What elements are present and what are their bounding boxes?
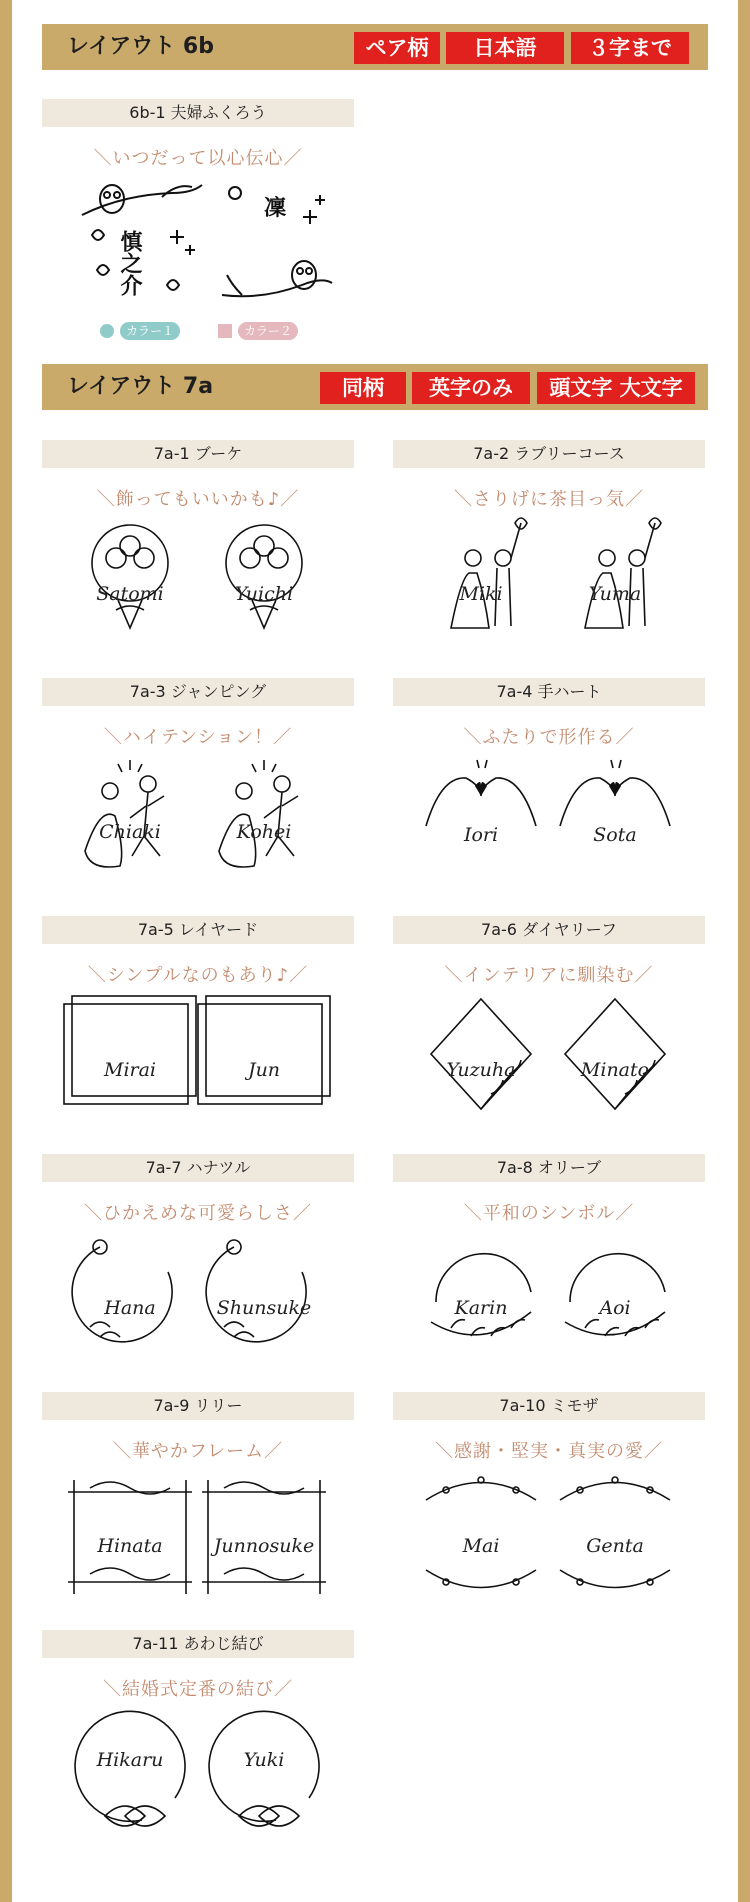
section-title: レイアウト 7a [67, 374, 214, 399]
badge-same-pattern: 同柄 [320, 372, 406, 404]
name-right: Yuichi [234, 583, 294, 605]
color1-chip: カラー１ [120, 322, 180, 340]
panel-label: 7a-10 ミモザ [393, 1392, 705, 1420]
panel-art [393, 1470, 705, 1620]
panel-label: 7a-1 ブーケ [42, 440, 354, 468]
panel-label: 7a-3 ジャンピング [42, 678, 354, 706]
page [12, 0, 738, 1902]
name-left: Hinata [97, 1535, 163, 1557]
panel-label: 7a-9 リリー [42, 1392, 354, 1420]
name-right: Genta [586, 1535, 644, 1557]
name-right: Shunsuke [216, 1297, 312, 1319]
name-left: Satomi [96, 583, 164, 605]
panel-catch: ＼シンプルなのもあり♪／ [87, 965, 309, 986]
badge-japanese: 日本語 [446, 32, 564, 64]
name-left: Yuzuha [446, 1059, 516, 1081]
name-right: Junnosuke [213, 1535, 315, 1557]
panel-catch: ＼平和のシンボル／ [463, 1203, 635, 1224]
name-right: Jun [247, 1059, 281, 1081]
owl-illustration [42, 175, 354, 325]
name-right: 凜 [264, 195, 287, 221]
name-left: Hikaru [96, 1749, 164, 1771]
panel-art [393, 1232, 705, 1382]
panel-art [42, 518, 354, 668]
panel-label: 7a-5 レイヤード [42, 916, 354, 944]
name-right: Sota [593, 824, 637, 846]
badge-capital-initial: 頭文字 大文字 [537, 372, 695, 404]
lily-illustration [42, 1470, 354, 1620]
panel-art [42, 1232, 354, 1382]
panel-art [393, 518, 705, 668]
panel-art [393, 756, 705, 906]
name-left: Iori [463, 824, 499, 846]
panel-catch: ＼感謝・堅実・真実の愛／ [435, 1441, 663, 1462]
name-left: Mai [462, 1535, 500, 1557]
bouquet-illustration [42, 518, 354, 668]
panel-label: 7a-4 手ハート [393, 678, 705, 706]
panel-art [42, 756, 354, 906]
name-right: Yuma [588, 583, 642, 605]
panel-catch: ＼さりげに茶目っ気／ [454, 489, 644, 510]
panel-label: 7a-7 ハナツル [42, 1154, 354, 1182]
panel-art [42, 1708, 354, 1858]
name-left-1: 慎之介 [117, 230, 143, 296]
olive-illustration [393, 1232, 705, 1382]
panel-label: 7a-8 オリーブ [393, 1154, 705, 1182]
panel-catch: ＼華やかフレーム／ [112, 1441, 284, 1462]
owl-art [42, 175, 354, 325]
panel-art [393, 994, 705, 1144]
panel-catch: ＼飾ってもいいかも♪／ [96, 489, 300, 510]
name-right: Aoi [599, 1297, 631, 1319]
panel-label: 7a-2 ラブリーコース [393, 440, 705, 468]
name-left: Mirai [103, 1059, 157, 1081]
name-left: Chiaki [99, 821, 161, 843]
panel-art [42, 994, 354, 1144]
name-left: Miki [459, 583, 503, 605]
name-right: Kohei [236, 821, 292, 843]
color2-chip: カラー２ [238, 322, 298, 340]
panel-catch: ＼結婚式定番の結び／ [103, 1679, 293, 1700]
flower-vine-illustration [42, 1232, 354, 1382]
panel-catch: ＼インテリアに馴染む／ [444, 965, 654, 986]
panel-label: 7a-6 ダイヤリーフ [393, 916, 705, 944]
hand-heart-illustration [393, 756, 705, 906]
diamond-leaf-illustration [393, 994, 705, 1144]
panel-catch-6b-1: ＼いつだって以心伝心／ [93, 148, 303, 169]
section-header-6b [42, 24, 708, 70]
section-title: レイアウト 6b [67, 34, 214, 59]
name-left: Hana [104, 1297, 156, 1319]
jumping-illustration [42, 756, 354, 906]
badge-english-only: 英字のみ [412, 372, 530, 404]
badge-three-chars: ３字まで [571, 32, 689, 64]
color1-swatch [100, 324, 114, 338]
name-left: Karin [454, 1297, 508, 1319]
panel-catch: ＼ひかえめな可愛らしさ／ [84, 1203, 312, 1224]
panel-art [42, 1470, 354, 1620]
layered-illustration [42, 994, 354, 1144]
panel-label: 7a-11 あわじ結び [42, 1630, 354, 1658]
name-right: Minato [580, 1059, 650, 1081]
badge-pair: ペア柄 [354, 32, 440, 64]
awaji-illustration [42, 1708, 354, 1858]
section-header-7a [42, 364, 708, 410]
panel-label-6b-1: 6b-1 夫婦ふくろう [42, 99, 354, 127]
couple-balloons-illustration [393, 518, 705, 668]
name-right: Yuki [243, 1749, 285, 1771]
panel-catch: ＼ふたりで形作る／ [463, 727, 635, 748]
mimosa-illustration [393, 1470, 705, 1620]
color2-swatch [218, 324, 232, 338]
panel-catch: ＼ハイテンション！／ [103, 727, 293, 748]
